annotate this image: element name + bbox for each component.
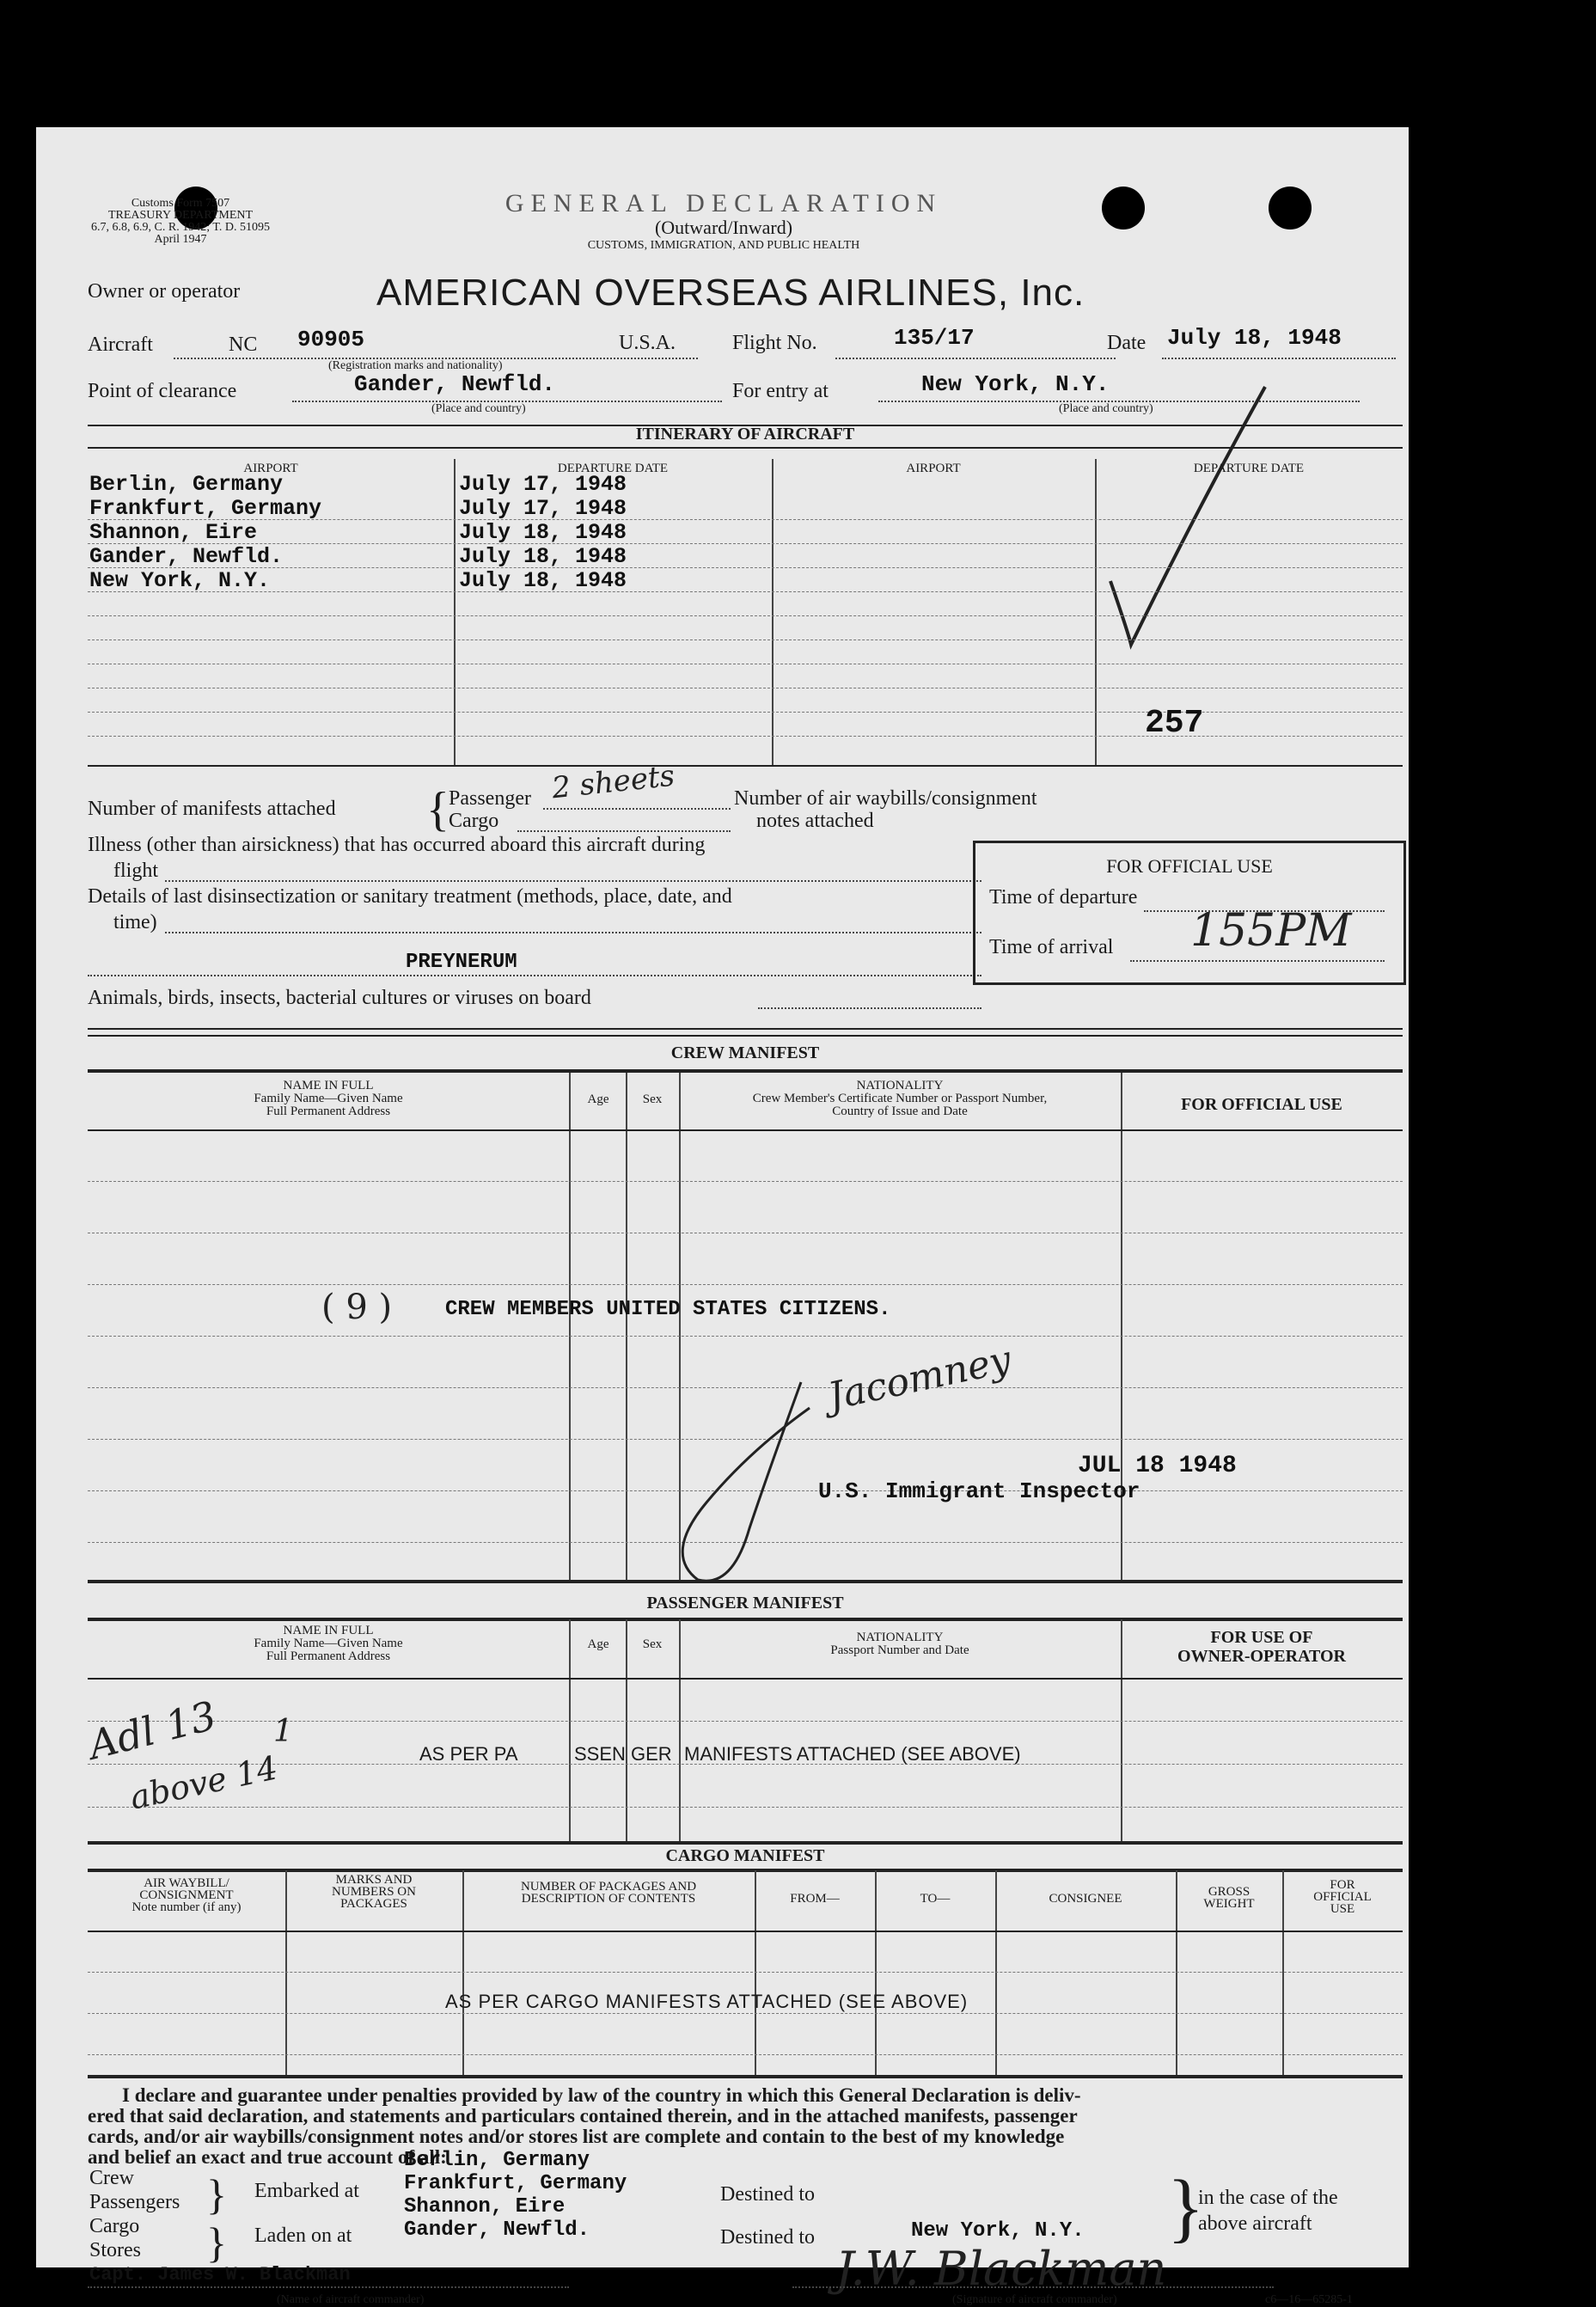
declaration-date: July 18, 1948	[1167, 325, 1342, 351]
case-label-2: above aircraft	[1198, 2212, 1312, 2235]
form-title: GENERAL DECLARATION	[504, 189, 943, 217]
passenger-col-owner	[1121, 1628, 1403, 1666]
passenger-col-sex: Sex	[642, 1637, 663, 1651]
origin-cities	[404, 2149, 627, 2242]
cargo-col-number-line: NUMBER OF PACKAGES AND	[520, 1880, 697, 1894]
col-departure: DEPARTURE DATE	[557, 462, 669, 475]
cargo-col-gross-line: GROSS	[1208, 1885, 1251, 1899]
form-date: April 1947	[154, 233, 207, 246]
crew-col-nat-line: Country of Issue and Date	[832, 1105, 968, 1118]
category-passengers: Passengers	[89, 2191, 180, 2213]
cargo-col-waybill	[88, 1877, 285, 1913]
declaration-form: Customs Form 7507 TREASURY DEPARTMENT 6.7, 6.8, 6.9, C. R. 1942; T. D. 51095 April 1947 GENERAL DECLARATION (Outward/Inward) CUSTOMS, IMMIGRATION, AND PUBLIC HEALTH Owner or operator AMERICAN OVERSEAS AIRLINES, Inc. Aircraft NC 90905 U.S.A. (Registration marks and nationality) Flight No. 135/17 Date July 18, 1948 Point of clearance Gander, Newfld. (Place and country) For entry at New York, N.Y. (Place and country) ITINERARY OF AIRCRAFT AIRPORT DEPARTURE DATE AIRPORT DEPARTURE DATE Berlin, Germany Frankfurt, Germany Shannon, Eire Gander, Newfld. New York, N.Y. July 17, 1948 July 17, 1948 July 18, 1948 July 18, 1948 July 18, 1948 257 Number of manifests attached { Passenger 2 sheets Cargo Number of air waybills/consignment notes attached Illness (other than airsickness) that has occurred aboard this aircraft during flight Details of last disinsectization or sanitary treatment (methods, place, date, and time) PREYNERUM Animals, birds, insects, bacterial cultures or viruses on board FOR OFFICIAL USE Time of departure Time of arrival 155PM CREW MANIFEST NAME IN FULL Family Name—Given Name Full Permanent Address Age Sex NATIONALITY Crew Member's Certificate Number or Passport Number, Country of Issue and Date FOR OFFICIAL USE ( 9 ) CREW MEMBERS UNITED STATES CITIZENS. Jacomney JUL 18 1948 U.S. Immigrant Inspector PASSENGER MANIFEST NAME IN FULL Family Name—Given Name Full Permanent Address Age Sex NATIONALITY Passport Number and Date FOR USE OF OWNER-OPERATOR AS PER PA SSEN GER MANIFESTS ATTACHED (SEE ABOVE) Adl 13 1 above 14 CARGO MANIFEST AIR WAYBILL/ CONSIGNMENT Note number (if any) MARKS AND NUMBERS ON PACKAGES NUMBER OF PACKAGES AND DESCRIPTION OF CONTENTS FROM— TO— CONSIGNEE GROSS WEIGHT FOR OFFICIAL USE AS PER CARGO MANIFESTS ATTACHED (SEE ABOVE) I declare and guarantee under penalties provided by law of the country in which this General Declaration is deliv- ered that said declaration, and statements and particulars contained therein, and in the attached manifests, passenger cards, and/or air waybills/consignment notes and/or stores list are complete and contain to the best of my knowledge and belief an exact and true account of all: Crew Passengers Cargo Stores } } Embarked at Laden on at Berlin, Germany Frankfurt, Germany Shannon, Eire Gander, Newfld. Destined to Destined to New York, N.Y. } in the case of the above aircraft Capt. James W. Blackman (Name of aircraft commander) J.W. Blackman (Signature of aircraft commander) c6—16—65285-1	[36, 127, 1409, 2267]
waybills-label: Number of air waybills/consignment	[734, 787, 1037, 810]
cargo-col-gross-line: WEIGHT	[1203, 1897, 1255, 1911]
cargo-col-marks-line: PACKAGES	[340, 1897, 407, 1911]
cargo-col-from: FROM—	[790, 1892, 840, 1906]
passenger-col-name-line: NAME IN FULL	[283, 1624, 374, 1637]
disinsect-label: Details of last disinsectization or sanitary treatment (methods, place, date, and	[88, 885, 732, 908]
cargo-col-marks-line: NUMBERS ON	[332, 1885, 416, 1899]
itinerary-date: July 18, 1948	[459, 520, 627, 545]
itinerary-dates	[459, 473, 627, 593]
embarked-label: Embarked at	[254, 2180, 359, 2202]
cargo-col-waybill-line: AIR WAYBILL/	[144, 1876, 229, 1890]
cargo-col-official-line: FOR	[1330, 1878, 1355, 1892]
signature-caption: (Signature of aircraft commander)	[952, 2293, 1117, 2306]
cargo-col-marks-line: MARKS AND	[335, 1873, 413, 1887]
crew-col-nat-line: NATIONALITY	[856, 1079, 944, 1092]
department: TREASURY DEPARTMENT	[107, 209, 254, 222]
cargo-note: AS PER CARGO MANIFESTS ATTACHED (SEE ABOVE)	[445, 1991, 969, 2012]
cargo-col-marks	[285, 1874, 462, 1910]
passenger-note-d: MANIFESTS ATTACHED (SEE ABOVE)	[684, 1743, 1021, 1765]
itinerary-date: July 18, 1948	[459, 544, 627, 569]
registration-caption: (Registration marks and nationality)	[328, 359, 503, 372]
declaration-line: cards, and/or air waybills/consignment notes and/or stores list are complete and contain to the best of my knowledge	[88, 2126, 1065, 2147]
cargo-col-official-line: OFFICIAL	[1313, 1890, 1372, 1904]
case-label-1: in the case of the	[1198, 2187, 1338, 2209]
itinerary-airport: Berlin, Germany	[89, 472, 284, 497]
crew-col-sex: Sex	[642, 1092, 663, 1106]
destined-label-2: Destined to	[720, 2226, 815, 2249]
passenger-col-name-line: Full Permanent Address	[266, 1649, 391, 1663]
time-of-arrival-label: Time of arrival	[989, 936, 1114, 958]
category-crew: Crew	[89, 2167, 134, 2189]
itinerary-airport: Shannon, Eire	[89, 520, 258, 545]
passenger-col-age: Age	[587, 1637, 609, 1651]
crew-col-age: Age	[587, 1092, 609, 1106]
aircraft-number: 90905	[297, 327, 365, 352]
col-airport-2: AIRPORT	[906, 462, 961, 475]
itinerary-title: ITINERARY OF AIRCRAFT	[635, 425, 855, 444]
itinerary-airport: New York, N.Y.	[89, 568, 271, 593]
passenger-handwriting-1: Adl 13	[83, 1692, 221, 1769]
arrival-time-handwritten: 155PM	[1190, 905, 1352, 957]
origin-city: Frankfurt, Germany	[404, 2172, 627, 2195]
crew-col-name-line: Full Permanent Address	[266, 1105, 391, 1118]
cargo-col-waybill-line: CONSIGNMENT	[139, 1888, 234, 1902]
passenger-col-nat-line: Passport Number and Date	[830, 1643, 969, 1657]
declaration-categories	[89, 2166, 180, 2262]
date-label: Date	[1107, 332, 1147, 354]
punch-hole	[1102, 187, 1145, 229]
cargo-col-gross	[1176, 1886, 1282, 1910]
passenger-col-owner-line: OWNER-OPERATOR	[1177, 1647, 1346, 1666]
official-use-box	[973, 841, 1406, 985]
passenger-note-a: AS PER PA	[419, 1743, 518, 1765]
crew-note: CREW MEMBERS UNITED STATES CITIZENS.	[445, 1298, 891, 1321]
illness-label: Illness (other than airsickness) that has occurred aboard this aircraft during	[88, 834, 706, 856]
itinerary-airport: Frankfurt, Germany	[89, 496, 322, 521]
crew-col-nat-line: Crew Member's Certificate Number or Passport Number,	[752, 1092, 1048, 1105]
passenger-note-c: GER	[631, 1743, 672, 1765]
aircraft-country: U.S.A.	[619, 332, 676, 354]
aircraft-prefix: NC	[229, 334, 258, 356]
stamp-date: JUL 18 1948	[1078, 1453, 1237, 1479]
animals-label: Animals, birds, insects, bacterial cultures or viruses on board	[88, 987, 591, 1009]
name-caption: (Name of aircraft commander)	[277, 2293, 425, 2306]
crew-col-nationality	[679, 1080, 1121, 1118]
notes-label: notes attached	[756, 810, 874, 832]
passenger-col-name-line: Family Name—Given Name	[254, 1637, 403, 1650]
flight-number: 135/17	[894, 325, 975, 351]
declaration-line: and belief an exact and true account of all:	[88, 2146, 447, 2168]
time-of-departure-label: Time of departure	[989, 886, 1138, 909]
cargo-col-official	[1282, 1879, 1403, 1915]
cargo-col-to: TO—	[920, 1892, 951, 1906]
clearance-place: Gander, Newfld.	[354, 371, 556, 397]
origin-city: Shannon, Eire	[404, 2195, 566, 2218]
entry-label: For entry at	[732, 380, 829, 402]
manifests-label: Number of manifests attached	[88, 798, 336, 820]
passenger-manifest-title: PASSENGER MANIFEST	[646, 1594, 844, 1612]
passenger-handwriting-3: above 14	[126, 1748, 281, 1817]
passenger-col-name	[88, 1625, 569, 1663]
cargo-manifest-title: CARGO MANIFEST	[665, 1846, 825, 1865]
captain-signature: J.W. Blackman	[835, 2242, 1167, 2296]
cargo-col-official-line: USE	[1330, 1902, 1355, 1916]
cargo-col-waybill-line: Note number (if any)	[131, 1900, 242, 1914]
declaration-line: I declare and guarantee under penalties provided by law of the country in which this General Declaration is deliv-	[122, 2084, 1081, 2106]
handwritten-number: 257	[1145, 705, 1204, 742]
origin-city: Berlin, Germany	[404, 2149, 590, 2172]
crew-col-name-line: NAME IN FULL	[283, 1079, 374, 1092]
passenger-col-nat-line: NATIONALITY	[856, 1631, 944, 1644]
form-number: Customs Form 7507	[131, 197, 230, 210]
col-departure-2: DEPARTURE DATE	[1193, 462, 1305, 475]
origin-city: Gander, Newfld.	[404, 2218, 590, 2242]
punch-hole	[1269, 187, 1312, 229]
passenger-handwriting: 2 sheets	[550, 758, 676, 806]
clearance-label: Point of clearance	[88, 380, 237, 402]
entry-caption: (Place and country)	[1059, 402, 1153, 415]
passenger-col-owner-line: FOR USE OF	[1210, 1628, 1313, 1647]
laden-label: Laden on at	[254, 2224, 352, 2247]
form-reference	[77, 198, 284, 246]
regulation-ref: 6.7, 6.8, 6.9, C. R. 1942; T. D. 51095	[91, 221, 270, 234]
declaration-text	[88, 2085, 1403, 2168]
crew-manifest-title: CREW MANIFEST	[670, 1043, 820, 1062]
passenger-col-nationality	[679, 1631, 1121, 1657]
clearance-caption: (Place and country)	[431, 402, 526, 415]
form-code: c6—16—65285-1	[1265, 2293, 1353, 2306]
owner-label: Owner or operator	[88, 280, 241, 303]
captain-name: Capt. James W. Blackman	[89, 2264, 351, 2286]
declaration-line: ered that said declaration, and statements and particulars contained therein, and in the attached manifests, passenger	[88, 2105, 1078, 2126]
itinerary-airport: Gander, Newfld.	[89, 544, 284, 569]
official-use-title: FOR OFFICIAL USE	[1106, 855, 1273, 877]
inspector-signature: Jacomney	[824, 1337, 1015, 1419]
destined-label-1: Destined to	[720, 2183, 815, 2206]
form-subtitle-2: CUSTOMS, IMMIGRATION, AND PUBLIC HEALTH	[587, 239, 860, 252]
category-cargo: Cargo	[89, 2215, 140, 2237]
passenger-handwriting-2: 1	[273, 1714, 293, 1749]
flight-label-2: flight	[113, 860, 158, 882]
flight-label: Flight No.	[732, 332, 817, 354]
cargo-col-number-line: DESCRIPTION OF CONTENTS	[521, 1892, 696, 1906]
owner-name: AMERICAN OVERSEAS AIRLINES, Inc.	[376, 272, 1085, 314]
crew-col-name-line: Family Name—Given Name	[254, 1092, 403, 1105]
crew-count-handwritten: ( 9 )	[321, 1288, 393, 1327]
treatment-text: PREYNERUM	[406, 951, 517, 974]
category-stores: Stores	[89, 2239, 141, 2261]
entry-place: New York, N.Y.	[921, 371, 1110, 397]
passenger-label: Passenger	[449, 787, 531, 810]
cargo-label: Cargo	[449, 810, 499, 832]
crew-col-official: FOR OFFICIAL USE	[1181, 1095, 1342, 1114]
passenger-note-b: SSEN	[574, 1743, 626, 1765]
cargo-col-consignee: CONSIGNEE	[1049, 1892, 1122, 1906]
itinerary-date: July 17, 1948	[459, 496, 627, 521]
crew-col-name	[88, 1080, 569, 1118]
time-label: time)	[113, 911, 157, 933]
stamp-text: U.S. Immigrant Inspector	[818, 1478, 1140, 1504]
destination-city: New York, N.Y.	[911, 2219, 1085, 2243]
itinerary-date: July 17, 1948	[459, 472, 627, 497]
aircraft-label: Aircraft	[88, 334, 153, 356]
col-airport: AIRPORT	[243, 462, 298, 475]
itinerary-airports	[89, 473, 321, 593]
itinerary-date: July 18, 1948	[459, 568, 627, 593]
cargo-col-number	[462, 1881, 755, 1905]
form-subtitle: (Outward/Inward)	[654, 217, 793, 238]
